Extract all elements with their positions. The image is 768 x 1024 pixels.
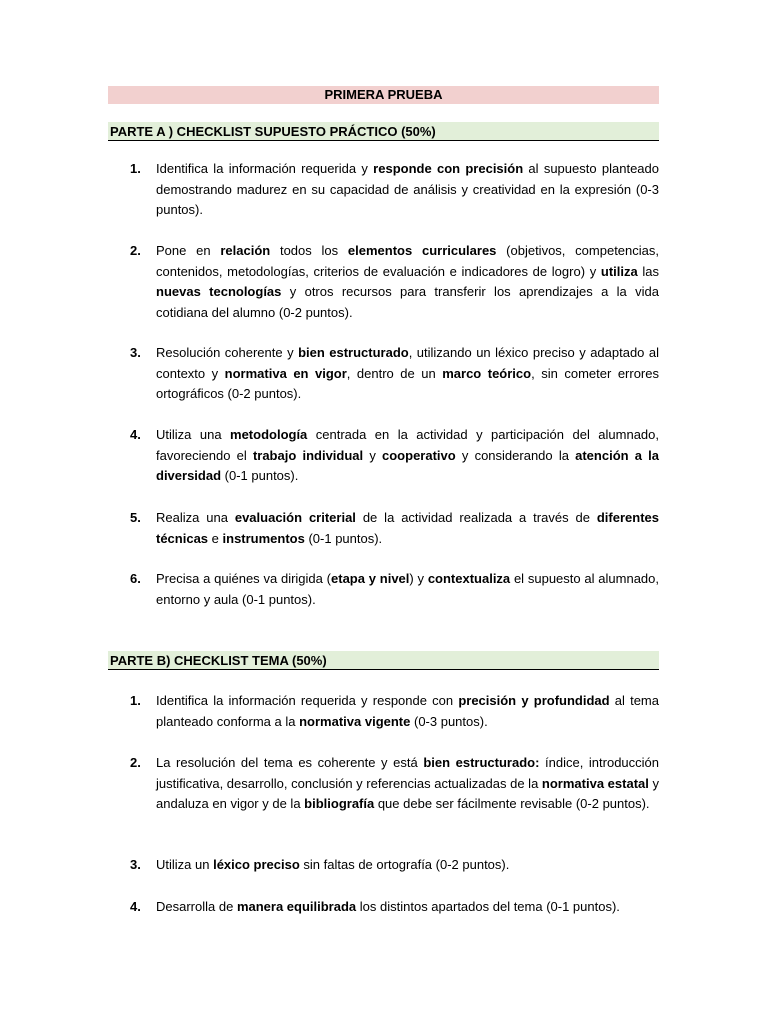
bold-text: normativa vigente	[299, 713, 411, 729]
item-text	[156, 241, 659, 323]
item-text	[156, 753, 659, 815]
bold-text: responde con precisión	[373, 161, 524, 176]
part-b-item-3	[130, 855, 659, 876]
item-text	[156, 508, 659, 549]
bold-text: trabajo individual	[252, 447, 364, 463]
part-a-item-2	[130, 241, 659, 323]
bold-text: nuevas tecnologías	[156, 284, 282, 299]
bold-text: cooperativo	[382, 447, 456, 463]
item-text	[156, 159, 659, 221]
bold-text: bien estructurado	[298, 345, 409, 360]
text-run: y	[363, 447, 383, 463]
bold-text: contextualiza	[427, 571, 511, 586]
item-number: 3.	[130, 857, 141, 872]
part-a-item-1	[130, 159, 659, 221]
text-run: Pone en	[156, 243, 221, 258]
item-number: 1.	[130, 161, 141, 176]
text-run: Utiliza un	[156, 857, 214, 872]
part-b-item-2	[130, 753, 659, 815]
bold-text: evaluación criterial	[234, 510, 356, 525]
text-run: el supuesto al alumnado, entorno y aula (0-1 puntos).	[156, 571, 660, 607]
bold-text: metodología	[230, 427, 308, 442]
text-run: (0-3 puntos).	[410, 713, 488, 729]
item-number: 4.	[130, 427, 141, 442]
bold-text: normativa estatal	[541, 775, 649, 791]
item-number: 4.	[130, 899, 141, 914]
text-run: los distintos apartados del tema (0-1 puntos).	[356, 899, 620, 914]
text-run: al tema planteado conforma a la	[156, 693, 659, 729]
text-run: Precisa a quiénes va dirigida (	[156, 571, 332, 586]
item-number: 3.	[130, 345, 141, 360]
bold-text: léxico preciso	[213, 857, 300, 872]
text-run: índice, introducción justificativa, desarrollo, conclusión y referencias actualizadas de la	[156, 755, 660, 791]
text-run: al supuesto planteado demostrando madurez en su capacidad de análisis y creatividad en la expresión (0-3 puntos).	[156, 161, 659, 217]
text-run: Identifica la información requerida y responde con	[156, 693, 459, 708]
bold-text: instrumentos	[222, 530, 305, 546]
bold-text: atención a la diversidad	[156, 447, 660, 483]
part-a-item-4	[130, 425, 659, 487]
text-run: Realiza una	[156, 510, 235, 525]
item-text	[156, 569, 659, 610]
text-run: (objetivos, competencias, contenidos, metodologías, criterios de evaluación e indicadores de logro) y	[156, 243, 659, 279]
text-run: Desarrolla de	[156, 899, 237, 914]
part-b-item-1	[130, 691, 659, 732]
text-run: centrada en la actividad y participación del alumnado, favoreciendo el	[156, 427, 659, 463]
item-number: 2.	[130, 755, 141, 770]
text-run: , sin cometer errores ortográficos (0-2 puntos).	[156, 365, 659, 401]
part-a-item-5	[130, 508, 659, 549]
page-title: PRIMERA PRUEBA	[108, 86, 659, 104]
item-text	[156, 897, 659, 918]
bold-text: manera equilibrada	[236, 899, 357, 914]
text-run: Identifica la información requerida y	[156, 161, 374, 176]
text-run: que debe ser fácilmente revisable (0-2 puntos).	[374, 796, 650, 811]
part-b-heading: PARTE B) CHECKLIST TEMA (50%)	[108, 651, 659, 670]
item-text	[156, 855, 659, 876]
bold-text: etapa y nivel	[331, 571, 410, 586]
text-run: (0-1 puntos).	[304, 530, 383, 546]
part-a-heading: PARTE A ) CHECKLIST SUPUESTO PRÁCTICO (50%)	[108, 122, 659, 141]
item-text	[156, 425, 659, 487]
text-run: y otros recursos para transferir los aprendizajes a la vida cotidiana del alumno (0-2 puntos).	[156, 284, 659, 320]
text-run: , utilizando un léxico preciso y adaptado al contexto y	[156, 345, 659, 381]
item-number: 1.	[130, 693, 141, 708]
item-text	[156, 691, 659, 732]
bold-text: utiliza	[600, 263, 638, 279]
item-number: 5.	[130, 510, 141, 525]
text-run: (0-1 puntos).	[221, 468, 299, 483]
item-number: 6.	[130, 571, 141, 586]
text-run: e	[208, 530, 223, 546]
part-a-item-3	[130, 343, 659, 405]
bold-text: bien estructurado:	[423, 755, 540, 770]
text-run: Utiliza una	[156, 427, 231, 442]
bold-text: elementos curriculares	[347, 243, 497, 258]
text-run: todos los	[270, 243, 348, 258]
text-run: , dentro de un	[346, 365, 443, 381]
text-run: y andaluza en vigor y de la	[156, 775, 659, 811]
text-run: La resolución del tema es coherente y está	[156, 755, 424, 770]
text-run: las	[637, 263, 660, 279]
bold-text: precisión y profundidad	[458, 693, 610, 708]
text-run: de la actividad realizada a través de	[355, 510, 597, 525]
text-run: Resolución coherente y	[156, 345, 299, 360]
item-number: 2.	[130, 243, 141, 258]
bold-text: normativa en vigor	[224, 365, 347, 381]
text-run: sin faltas de ortografía (0-2 puntos).	[299, 857, 510, 872]
item-text	[156, 343, 659, 405]
bold-text: diferentes técnicas	[156, 510, 659, 546]
text-run: y considerando la	[455, 447, 576, 463]
bold-text: relación	[220, 243, 271, 258]
bold-text: marco teórico	[442, 365, 532, 381]
part-a-item-6	[130, 569, 659, 610]
part-b-item-4	[130, 897, 659, 918]
text-run: ) y	[409, 571, 428, 586]
bold-text: bibliografía	[304, 796, 375, 811]
